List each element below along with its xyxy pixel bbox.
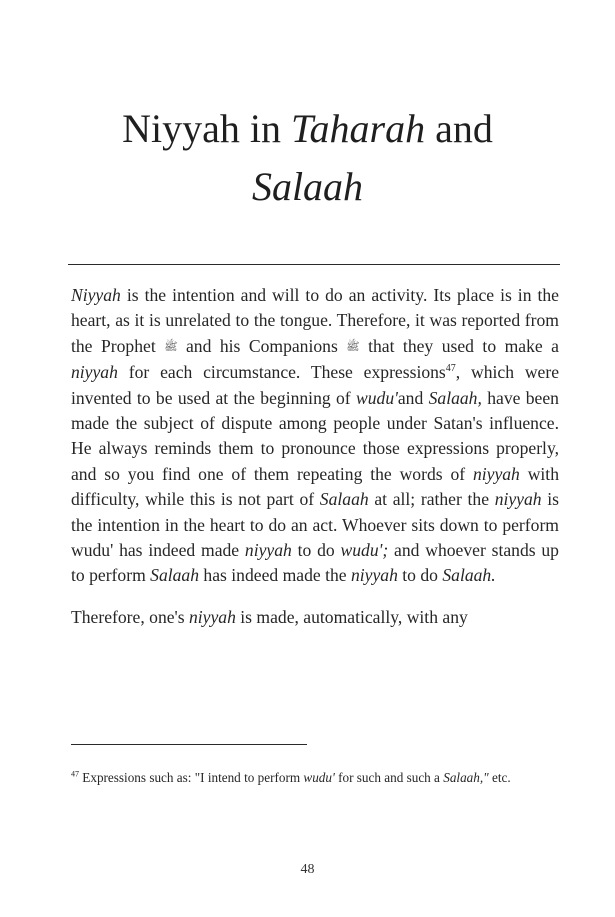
chapter-title [0,100,615,216]
text-span: is the intention and will to do an activity. Its place is in the heart, as it is unrelated to the tongue. Therefore, it was reported from the Prophet [71,285,559,356]
term-niyyah: niyyah [494,489,542,510]
text-span: , which were invented to be used at the beginning of [71,362,560,408]
term-salaah: Salaah [150,565,200,586]
title-salaah: Salaah [251,164,364,209]
text-span: is the intention in the heart to do an act. Whoever sits down to perform wudu' has indeed made [71,489,559,561]
term-salaah: Salaah [319,489,369,510]
footnote-number: 47 [71,769,79,779]
term-niyyah: niyyah [472,463,520,484]
term-salaah: Salaah. [442,565,496,586]
term-salaah: Salaah," [443,770,489,785]
body-text [71,283,559,646]
text-span: with difficulty, while this is not part of [71,463,559,510]
title-text: Niyyah in [122,106,291,151]
text-span: Therefore, one's [71,606,189,627]
text-span: to do [397,565,443,586]
title-taharah: Taharah [290,106,426,151]
term-salaah: Salaah, [428,387,482,408]
term-niyyah: Niyyah [71,285,121,305]
footnote-divider [71,744,307,745]
honorific-glyph: ﷺ [346,340,360,353]
text-span: for each circumstance. These expressions [117,362,446,383]
page-number: 48 [300,862,315,877]
term-wudu: wudu' [303,770,335,785]
text-span: to do [291,540,341,561]
text-span: Expressions such as: "I intend to perform [79,770,304,785]
text-span: at all; rather the [368,489,495,510]
term-niyyah: niyyah [350,565,398,586]
text-span: has indeed made the [199,565,351,586]
text-span: and his Companions [177,335,347,356]
text-span: have been made the subject of dispute among people under Satan's influence. He always reminds them to pronounce those expressions properly, and so you find one of them repeating the words of [71,387,559,484]
text-span: and [397,387,429,408]
title-and: and [425,106,493,151]
text-span: that they used to make a [359,335,559,356]
footnote-reference: 47 [445,363,456,375]
term-wudu: wudu'; [340,540,389,561]
title-divider [68,264,560,265]
paragraph-2 [71,605,559,630]
footnote [71,767,541,788]
text-span: and whoever stands up to perform [71,540,559,586]
text-span: for such and such a [334,770,444,785]
text-span: etc. [488,770,511,785]
term-niyyah: niyyah [188,606,236,627]
term-niyyah: niyyah [244,540,292,561]
term-wudu: wudu' [355,387,398,408]
honorific-glyph: ﷺ [164,340,178,353]
text-span: is made, automatically, with any [235,606,468,627]
paragraph-1 [71,283,559,589]
term-niyyah: niyyah [71,362,118,383]
